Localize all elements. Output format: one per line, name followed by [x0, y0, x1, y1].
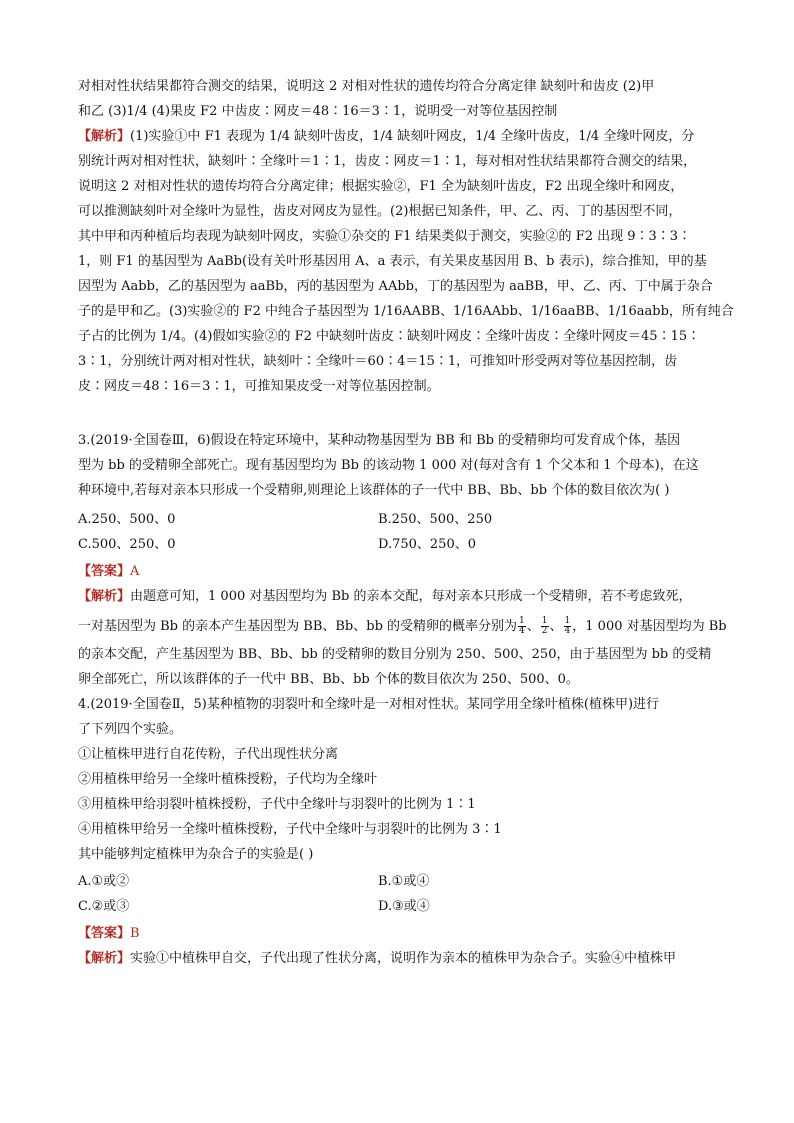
option-c: C.500、250、0 [78, 537, 176, 552]
analysis-paragraph: 【解析】由题意可知，1 000 对基因型均为 Bb 的亲本交配，每对亲本只形成一个受精卵，若不考虑致死， [78, 589, 692, 604]
answer-value: A [130, 564, 140, 579]
option-c: C.②或③ [78, 899, 130, 914]
answer-tag: 【答案】 [78, 564, 131, 579]
fraction: $\frac{1}{4}$ [564, 616, 571, 636]
analysis-line: 卵全部死亡，所以该群体的子一代中 BB、Bb、bb 个体的数目依次为 250、500、0。 [78, 672, 579, 687]
analysis-line: 的亲本交配，产生基因型为 BB、Bb、bb 的受精卵的数目分别为 250、500、250，由于基因型为 bb 的受精 [78, 647, 712, 662]
question-3-stem: 型为 bb 的受精卵全部死亡。现有基因型均为 Bb 的该动物 1 000 对(每对含有 1 个父本和 1 个母本)，在这 [78, 458, 699, 473]
option-d: D.③或④ [378, 899, 430, 914]
analysis-paragraph: 【解析】(1)实验①中 F1 表现为 1/4 缺刻叶齿皮，1/4 缺刻叶网皮，1/4 全缘叶齿皮，1/4 全缘叶网皮，分 [78, 129, 695, 144]
analysis-line: 因型为 Aabb，乙的基因型为 aaBb，丙的基因型为 AAbb，丁的基因型为 aaBB，甲、乙、丙、丁中属于杂合 [78, 279, 713, 294]
experiment-2: ②用植株甲给另一全缘叶植株授粉，子代均为全缘叶 [78, 772, 378, 787]
question-4-stem: 4.(2019·全国卷Ⅱ，5)某种植物的羽裂叶和全缘叶是一对相对性状。某同学用全缘叶植株(植株甲)进行 [78, 697, 660, 712]
analysis-line: 说明这 2 对相对性状的遗传均符合分离定律；根据实验②，F1 全为缺刻叶齿皮，F2 出现全缘叶和网皮， [78, 179, 684, 194]
analysis-line: 可以推测缺刻叶对全缘叶为显性，齿皮对网皮为显性。(2)根据已知条件，甲、乙、丙、丁的基因型不同， [78, 204, 682, 219]
question-4-prompt: 其中能够判定植株甲为杂合子的实验是( ) [78, 847, 314, 862]
question-3-stem: 种环境中,若每对亲本只形成一个受精卵,则理论上该群体的子一代中 BB、Bb、bb 个体的数目依次为( ) [78, 483, 670, 498]
experiment-3: ③用植株甲给羽裂叶植株授粉，子代中全缘叶与羽裂叶的比例为 1∶1 [78, 797, 476, 812]
analysis-line: 子占的比例为 1/4。(4)假如实验②的 F2 中缺刻叶齿皮∶缺刻叶网皮∶全缘叶齿皮∶全缘叶网皮＝45∶15∶ [78, 329, 701, 344]
analysis-tag: 【解析】 [78, 129, 131, 144]
answer-value: B [130, 926, 140, 941]
answer-row [78, 925, 718, 942]
option-a: A.①或② [78, 874, 130, 889]
analysis-line: 别统计两对相对性状，缺刻叶∶全缘叶＝1∶1，齿皮∶网皮＝1∶1，每对相对性状结果都符合测交的结果， [78, 154, 697, 169]
analysis-line-with-fractions: 一对基因型为 Bb 的亲本产生基因型为 BB、Bb、bb 的受精卵的概率分别为 $\frac{1}{4}$ 、 $\frac{1}{2}$ 、 $\frac{1}{4}$ ，1 000 对基因型均为 Bb [78, 616, 727, 636]
answer-continuation-line: 和乙 (3)1/4 (4)果皮 F2 中齿皮∶网皮＝48∶16＝3∶1，说明受一对等位基因控制 [78, 104, 558, 119]
fraction: $\frac{1}{2}$ [541, 616, 548, 636]
analysis-line: 1，则 F1 的基因型为 AaBb(设有关叶形基因用 A、a 表示，有关果皮基因用 B、b 表示)，综合推知，甲的基 [78, 254, 707, 269]
experiment-4: ④用植株甲给另一全缘叶植株授粉，子代中全缘叶与羽裂叶的比例为 3∶1 [78, 822, 502, 837]
analysis-tag: 【解析】 [78, 589, 131, 604]
question-4-stem: 了下列四个实验。 [78, 722, 183, 737]
option-b: B.250、500、250 [378, 512, 493, 527]
analysis-paragraph: 【解析】实验①中植株甲自交，子代出现了性状分离，说明作为亲本的植株甲为杂合子。实验④中植株甲 [78, 951, 677, 966]
fraction: $\frac{1}{4}$ [519, 616, 525, 636]
answer-row [78, 563, 718, 580]
analysis-line: 其中甲和丙种植后均表现为缺刻叶网皮，实验①杂交的 F1 结果类似于测交，实验②的 F2 出现 9∶3∶3∶ [78, 229, 692, 244]
option-b: B.①或④ [378, 874, 430, 889]
question-3-stem: 3.(2019·全国卷Ⅲ，6)假设在特定环境中，某种动物基因型为 BB 和 Bb 的受精卵均可发育成个体，基因 [78, 433, 681, 448]
analysis-line: 皮∶网皮＝48∶16＝3∶1，可推知果皮受一对等位基因控制。 [78, 379, 440, 394]
answer-tag: 【答案】 [78, 926, 131, 941]
analysis-line: 3∶1，分别统计两对相对性状，缺刻叶∶全缘叶＝60∶4＝15∶1，可推知叶形受两对等位基因控制，齿 [78, 354, 678, 369]
option-d: D.750、250、0 [378, 537, 476, 552]
experiment-1: ①让植株甲进行自花传粉，子代出现性状分离 [78, 747, 339, 762]
analysis-tag: 【解析】 [78, 951, 131, 966]
answer-continuation-line: 对相对性状结果都符合测交的结果，说明这 2 对相对性状的遗传均符合分离定律 缺刻叶和齿皮 (2)甲 [78, 79, 655, 94]
analysis-line: 子的是甲和乙。(3)实验②的 F2 中纯合子基因型为 1/16AABB、1/16AAbb、1/16aaBB、1/16aabb，所有纯合 [78, 304, 734, 319]
option-a: A.250、500、0 [78, 512, 176, 527]
